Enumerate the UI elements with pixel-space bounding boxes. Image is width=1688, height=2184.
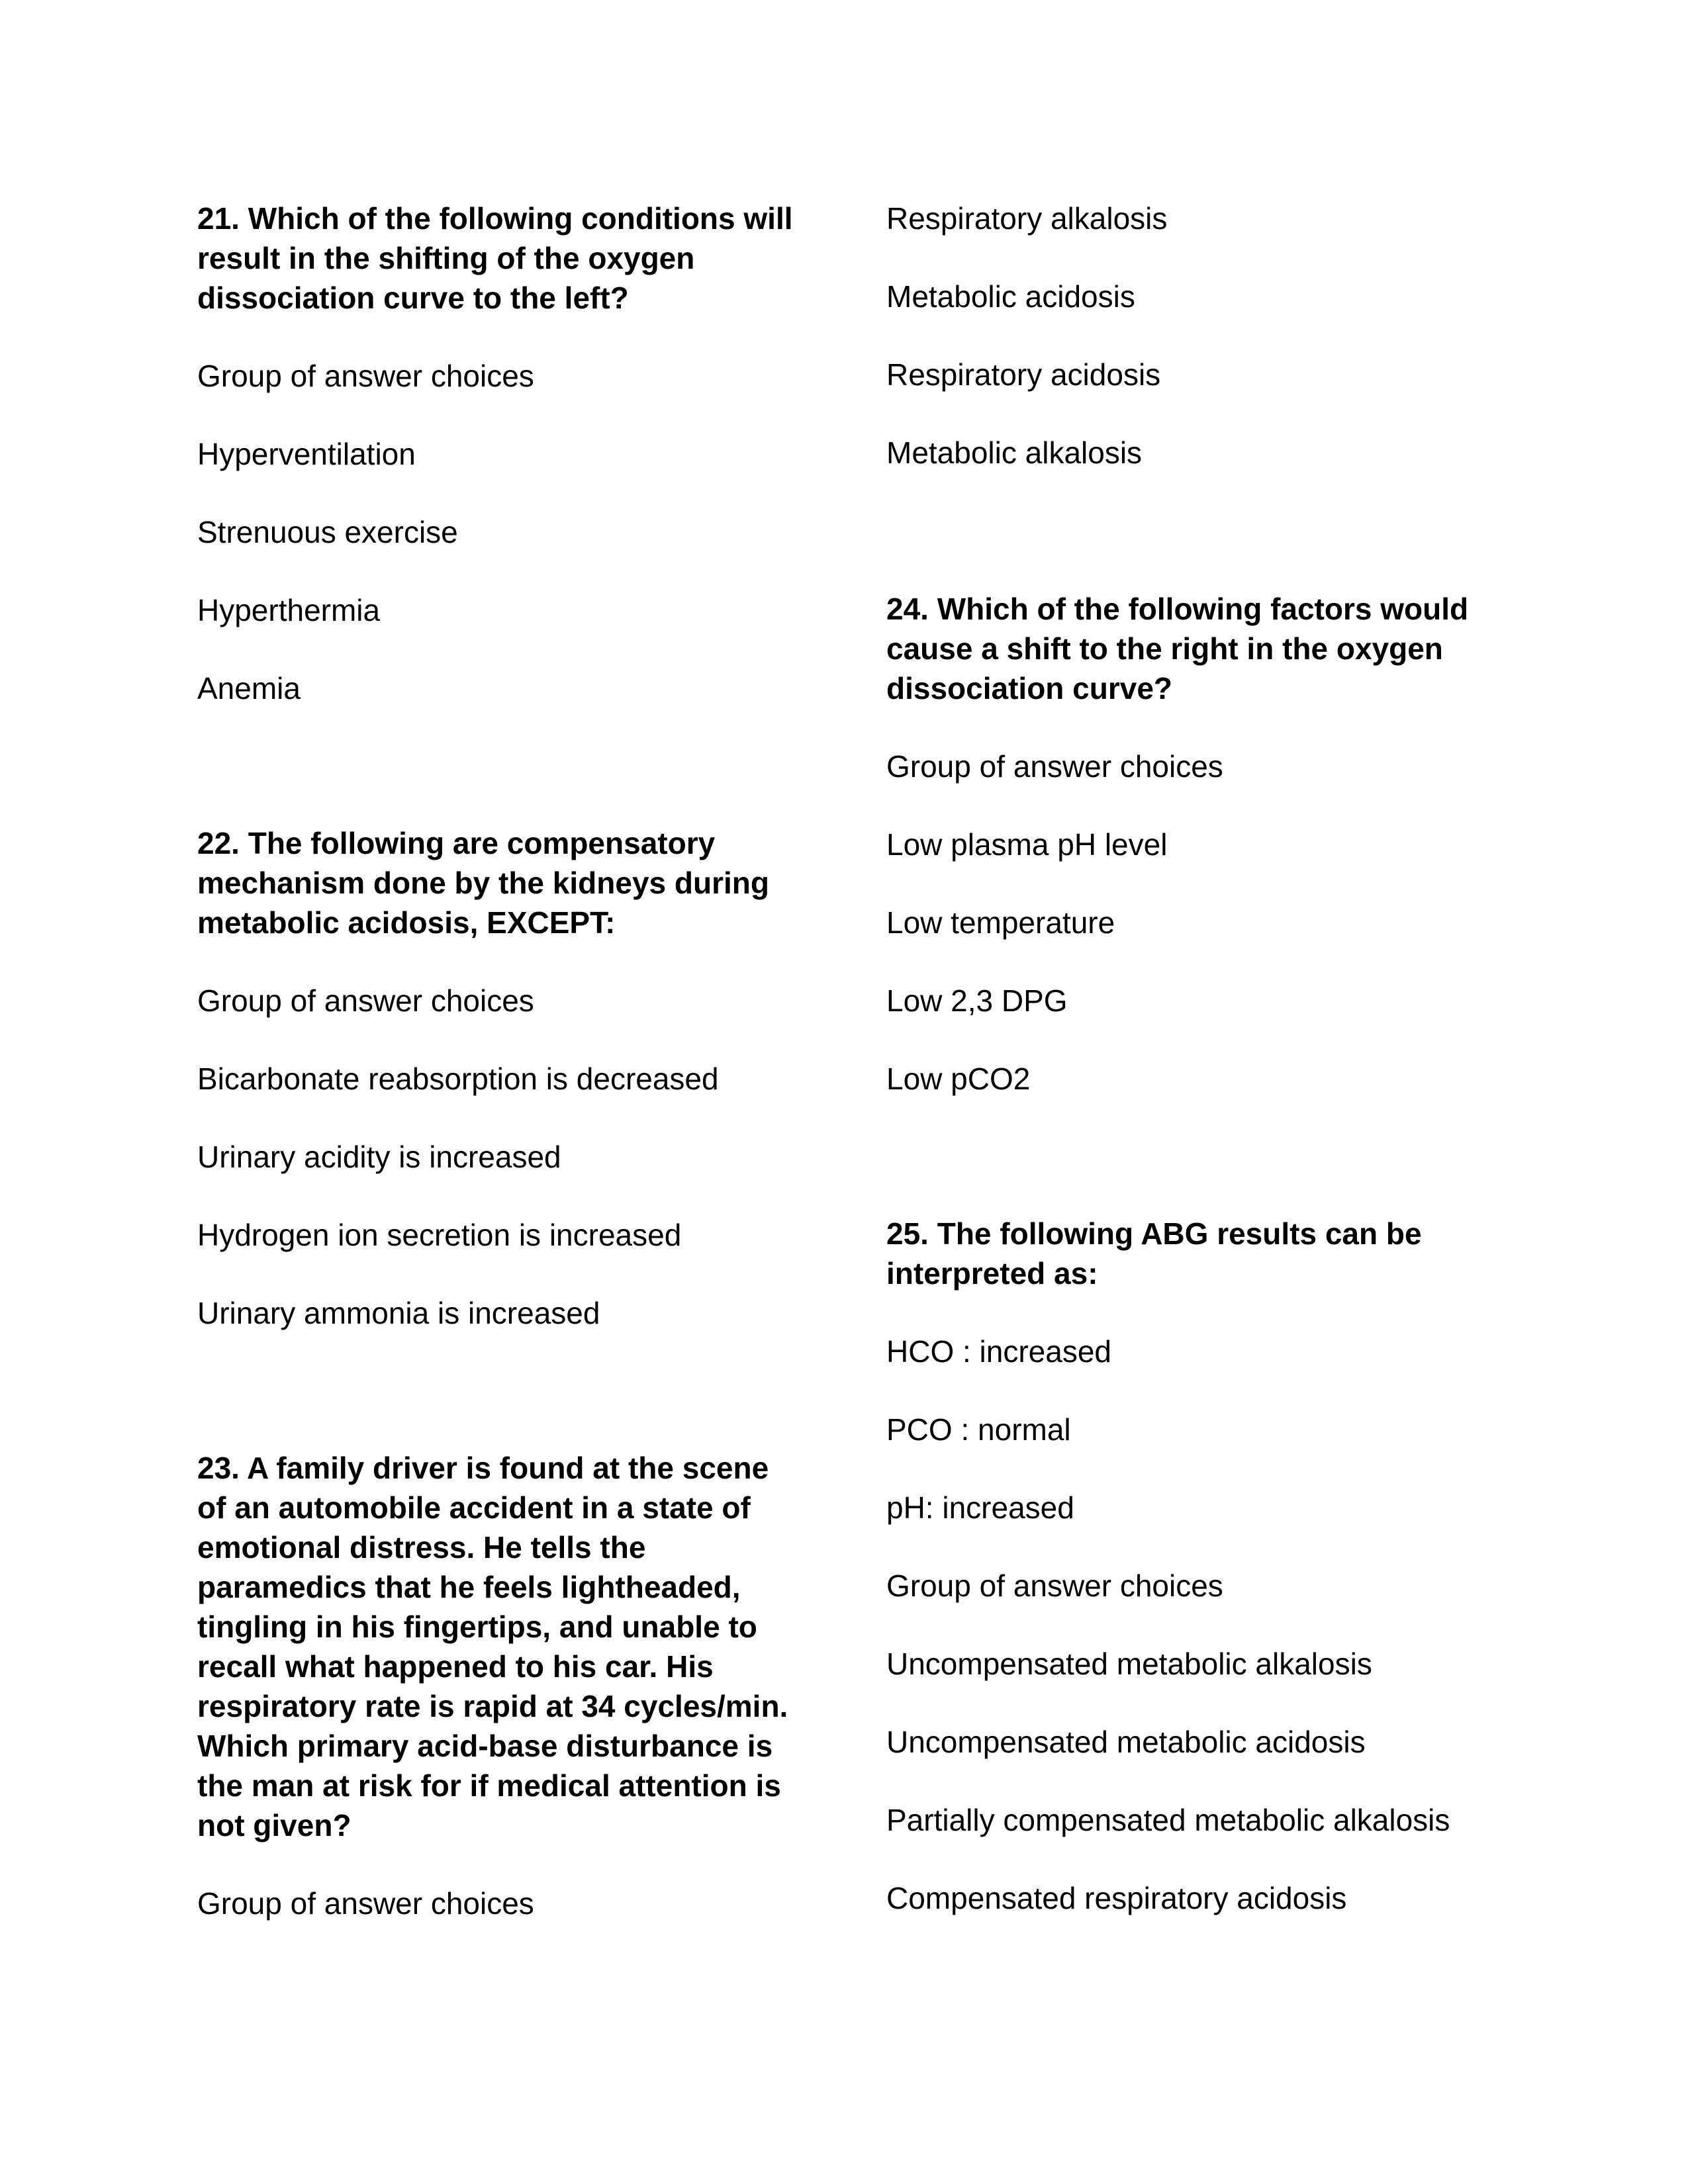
question-24-group-label: Group of answer choices [886,749,1223,784]
question-21-text: 21. Which of the following conditions will result in the shifting of the oxygen dissociation curve to the left? [197,201,793,315]
question-24-text: 24. Which of the following factors would cause a shift to the right in the oxygen dissociation curve? [886,592,1469,705]
question-21-choice-2[interactable]: Strenuous exercise [197,515,458,549]
question-24-choice-3[interactable]: Low 2,3 DPG [886,983,1068,1018]
question-21-group-label: Group of answer choices [197,359,534,393]
question-24-choice-2[interactable]: Low temperature [886,905,1115,940]
question-23-text: 23. A family driver is found at the scene of an automobile accident in a state of emotional distress. He tells the paramedics that he feels lightheaded, tingling in his fingertips, and unable to recall what happened to his car. His respiratory rate is rapid at 34 cycles/min. Which primary acid-base disturbance is the man at risk for if medical attention is not given? [197,1451,788,1843]
question-23-choice-2[interactable]: Metabolic acidosis [886,279,1135,314]
question-23-choice-3[interactable]: Respiratory acidosis [886,357,1161,392]
question-21-choice-4[interactable]: Anemia [197,671,301,705]
question-21 [197,199,806,708]
question-22-group-label: Group of answer choices [197,983,534,1018]
question-21-choice-1[interactable]: Hyperventilation [197,437,416,471]
question-25-abg-pco: PCO : normal [886,1412,1071,1447]
question-24-choice-4[interactable]: Low pCO2 [886,1062,1031,1096]
question-25-choice-1[interactable]: Uncompensated metabolic alkalosis [886,1647,1372,1681]
question-25-choice-4[interactable]: Compensated respiratory acidosis [886,1881,1347,1915]
question-24-choice-1[interactable]: Low plasma pH level [886,827,1168,862]
question-22-choice-1[interactable]: Bicarbonate reabsorption is decreased [197,1062,719,1096]
question-22-choice-3[interactable]: Hydrogen ion secretion is increased [197,1218,682,1252]
question-24 [886,589,1482,1099]
question-25-choice-3[interactable]: Partially compensated metabolic alkalosis [886,1803,1450,1837]
question-25-text: 25. The following ABG results can be interpreted as: [886,1216,1422,1291]
question-22 [197,823,806,1333]
question-22-text: 22. The following are compensatory mechanism done by the kidneys during metabolic acidosis, EXCEPT: [197,826,769,940]
question-23-choice-4[interactable]: Metabolic alkalosis [886,435,1143,470]
question-23 [197,1448,793,1923]
question-23-choice-1[interactable]: Respiratory alkalosis [886,201,1168,236]
question-21-choice-3[interactable]: Hyperthermia [197,593,381,627]
question-25-abg-hco: HCO : increased [886,1334,1112,1369]
question-22-choice-2[interactable]: Urinary acidity is increased [197,1140,561,1174]
question-25-choice-2[interactable]: Uncompensated metabolic acidosis [886,1725,1366,1759]
question-23-group-label: Group of answer choices [197,1886,534,1921]
question-23-choices [886,199,1482,473]
question-22-choice-4[interactable]: Urinary ammonia is increased [197,1296,600,1330]
question-25-abg-ph: pH: increased [886,1490,1074,1525]
question-25-group-label: Group of answer choices [886,1569,1223,1603]
question-25 [886,1214,1482,1918]
